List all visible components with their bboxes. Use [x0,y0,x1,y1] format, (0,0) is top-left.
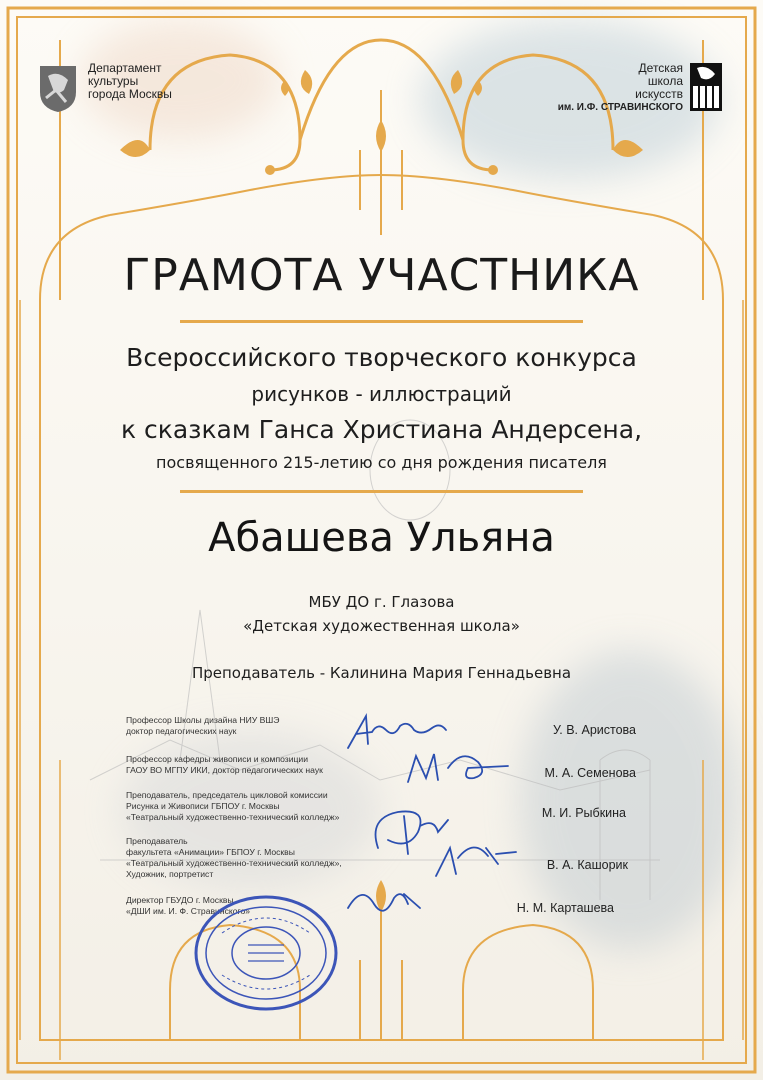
gold-divider [180,490,583,493]
signatory-desc: Художник, портретист [126,869,214,879]
signatory-desc: Профессор кафедры живописи и композиции [126,754,309,764]
signatory-desc: факультета «Анимации» ГБПОУ г. Москвы [126,847,295,857]
institution-line-2: «Детская художественная школа» [243,617,520,635]
contest-line-3: к сказкам Ганса Христиана Андерсена, [120,415,643,444]
contest-line-1: Всероссийского творческого конкурса [126,343,637,372]
certificate-title: ГРАМОТА УЧАСТНИКА [123,250,640,301]
signatory-desc: «ДШИ им. И. Ф. Стравинского» [126,906,251,916]
signatory-desc: доктор педагогических наук [126,726,237,736]
signatory-desc: Профессор Школы дизайна НИУ ВШЭ [126,715,280,725]
signatory-name: В. А. Кашорик [546,858,628,872]
signatory-desc: Преподаватель, председатель цикловой комиссии [126,790,328,800]
signatory-desc: «Театральный художественно-технический колледж» [126,812,340,822]
signatory-desc: Рисунка и Живописи ГБПОУ г. Москвы [126,801,280,811]
school-line: школа [647,74,683,88]
signatory-desc: Преподаватель [126,836,188,846]
school-logo [558,62,723,114]
signatory-desc: «Театральный художественно-технический колледж», [126,858,342,868]
signatory-name: М. И. Рыбкина [541,806,626,820]
department-line: города Москвы [88,87,172,101]
department-logo [36,62,172,114]
signatory-name: У. В. Аристова [552,723,636,737]
institution-line-1: МБУ ДО г. Глазова [308,593,455,611]
participant-name: Абашева Ульяна [208,515,555,561]
department-line: культуры [88,74,139,88]
department-line: Департамент [88,61,162,75]
signatory-name: Н. М. Карташева [516,901,614,915]
signatory-desc: Директор ГБУДО г. Москвы [126,895,234,905]
handwritten-signatures [338,708,538,938]
contest-line-2: рисунков - иллюстраций [251,382,512,406]
official-stamp [192,893,340,1013]
signatory-desc: ГАОУ ВО МГПУ ИКИ, доктор педагогических наук [126,765,323,775]
contest-line-4: посвященного 215-летию со дня рождения писателя [156,453,607,472]
piano-keys-icon [689,62,723,112]
teacher-line: Преподаватель - Калинина Мария Геннадьевна [191,664,572,682]
gold-divider [180,320,583,323]
school-line: искусств [635,87,683,101]
signatory-name: М. А. Семенова [544,766,636,780]
school-name: им. И.Ф. СТРАВИНСКОГО [557,102,683,113]
school-line: Детская [638,61,683,75]
moscow-coat-of-arms-icon [36,62,80,114]
